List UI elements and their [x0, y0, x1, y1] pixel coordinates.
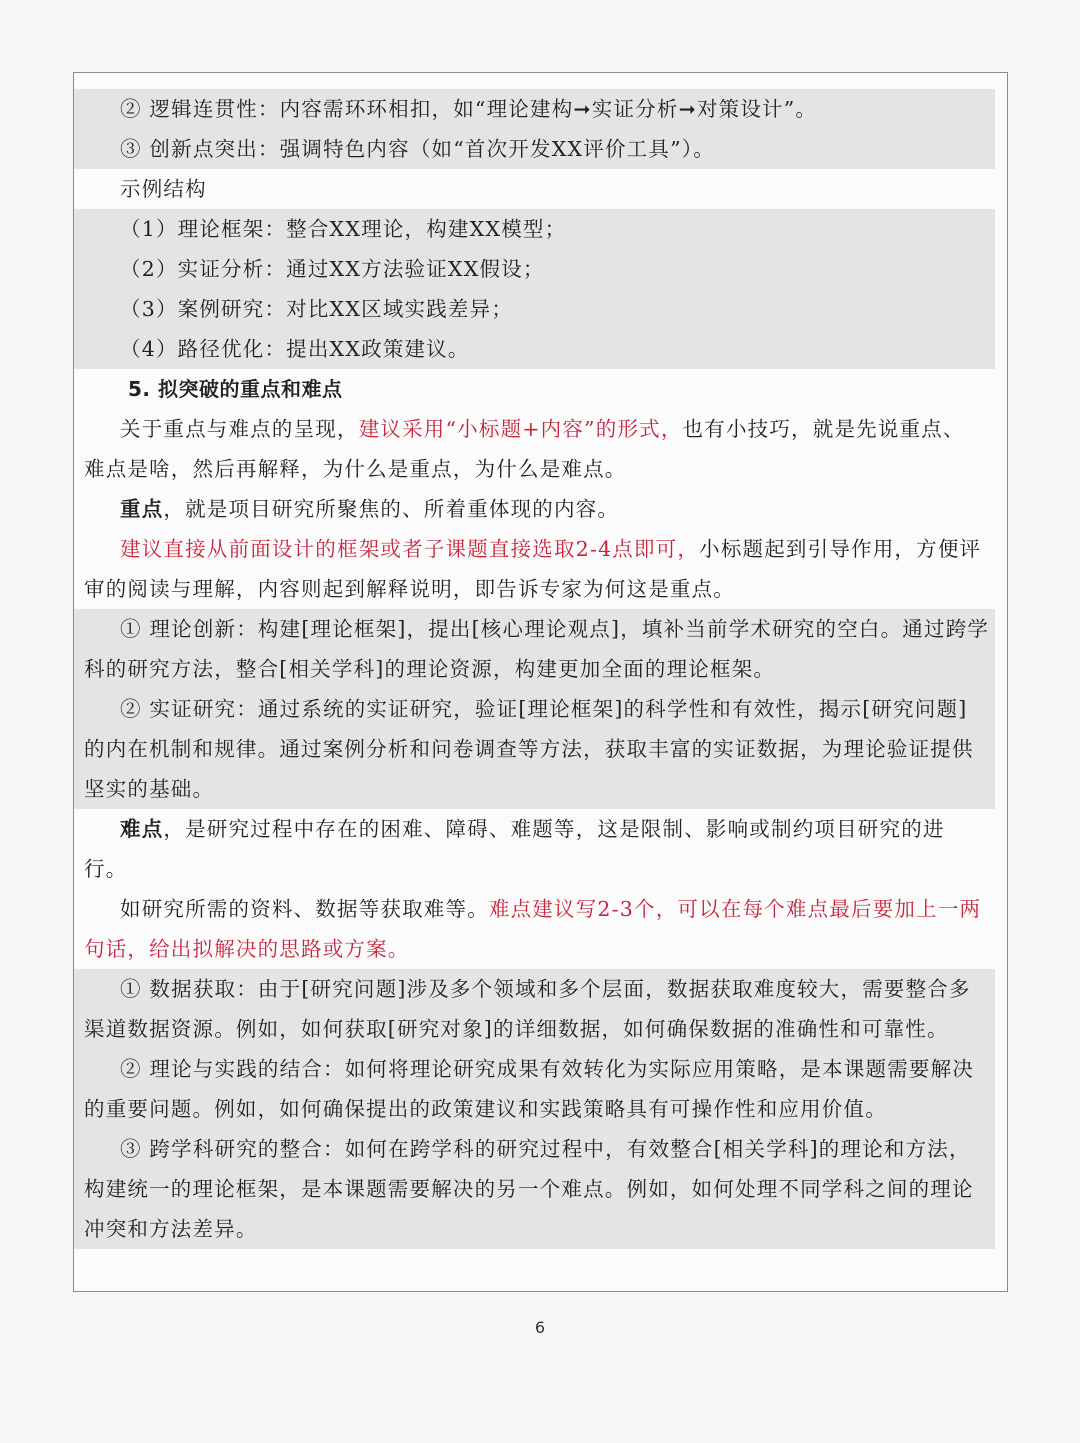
text-line: 冲突和方法差异。 [84, 1217, 258, 1241]
shaded-block-difficulty-examples [74, 969, 995, 1249]
text-line: ② 逻辑连贯性：内容需环环相扣，如“理论建构➞实证分析➞对策设计”。 [120, 97, 818, 121]
shaded-block-principles [74, 89, 995, 169]
difficulty-advice [84, 889, 997, 929]
focus-term: 重点 [120, 497, 164, 521]
difficulty-line: 行。 [84, 857, 128, 881]
intro-text: 也有小技巧，就是先说重点、 [682, 417, 965, 441]
section-heading: 5. 拟突破的重点和难点 [128, 377, 343, 401]
example-title: 示例结构 [120, 177, 207, 201]
difficulty-text: 如研究所需的资料、数据等获取难等。 [120, 897, 489, 921]
text-line: （4）路径优化：提出XX政策建议。 [120, 337, 470, 361]
focus-def: ，就是项目研究所聚焦的、所着重体现的内容。 [163, 497, 620, 521]
text-line: （2）实证分析：通过XX方法验证XX假设； [120, 257, 545, 281]
difficulty-definition [84, 809, 997, 849]
shaded-block-example [74, 209, 995, 369]
intro-text: 关于重点与难点的呈现， [120, 417, 359, 441]
text-line: 构建统一的理论框架，是本课题需要解决的另一个难点。例如，如何处理不同学科之间的理论 [84, 1177, 974, 1201]
text-line: ② 实证研究：通过系统的实证研究，验证[理论框架]的科学性和有效性，揭示[研究问题] [120, 697, 968, 721]
text-line: ② 理论与实践的结合：如何将理论研究成果有效转化为实际应用策略，是本课题需要解决 [120, 1057, 975, 1081]
text-line: 渠道数据资源。例如，如何获取[研究对象]的详细数据，如何确保数据的准确性和可靠性。 [84, 1017, 949, 1041]
intro-emphasis: 建议采用“小标题+内容”的形式， [358, 417, 683, 441]
intro-line: 难点是啥，然后再解释，为什么是重点，为什么是难点。 [84, 457, 627, 481]
focus-line: 审的阅读与理解，内容则起到解释说明，即告诉专家为何这是重点。 [84, 577, 735, 601]
difficulty-emphasis: 难点建议写2-3个，可以在每个难点最后要加上一两 [488, 897, 982, 921]
text-line: ③ 创新点突出：强调特色内容（如“首次开发XX评价工具”）。 [120, 137, 715, 161]
text-line: （1）理论框架：整合XX理论，构建XX模型； [120, 217, 567, 241]
text-line: ① 数据获取：由于[研究问题]涉及多个领域和多个层面，数据获取难度较大，需要整合多 [120, 977, 971, 1001]
document-content [84, 89, 997, 1249]
text-line: ① 理论创新：构建[理论框架]，提出[核心理论观点]，填补当前学术研究的空白。通过跨学 [120, 617, 990, 641]
focus-emphasis: 建议直接从前面设计的框架或者子课题直接选取2-4点即可， [120, 537, 700, 561]
shaded-block-focus-examples [74, 609, 995, 809]
text-line: 坚实的基础。 [84, 777, 215, 801]
page-number: 6 [534, 1318, 546, 1337]
difficulty-emphasis-line: 句话，给出拟解决的思路或方案。 [84, 937, 410, 961]
focus-advice [84, 529, 997, 569]
text-line: 的内在机制和规律。通过案例分析和问卷调查等方法，获取丰富的实证数据，为理论验证提供 [84, 737, 974, 761]
intro-line [84, 409, 997, 449]
text-line: （3）案例研究：对比XX区域实践差异； [120, 297, 514, 321]
text-line: 科的研究方法，整合[相关学科]的理论资源，构建更加全面的理论框架。 [84, 657, 776, 681]
text-line: 的重要问题。例如，如何确保提出的政策建议和实践策略具有可操作性和应用价值。 [84, 1097, 887, 1121]
focus-definition [84, 489, 997, 529]
focus-text: 小标题起到引导作用，方便评 [699, 537, 982, 561]
difficulty-def: ，是研究过程中存在的困难、障碍、难题等，这是限制、影响或制约项目研究的进 [163, 817, 945, 841]
difficulty-term: 难点 [120, 817, 164, 841]
page-frame [73, 72, 1008, 1292]
text-line: ③ 跨学科研究的整合：如何在跨学科的研究过程中，有效整合[相关学科]的理论和方法， [120, 1137, 971, 1161]
